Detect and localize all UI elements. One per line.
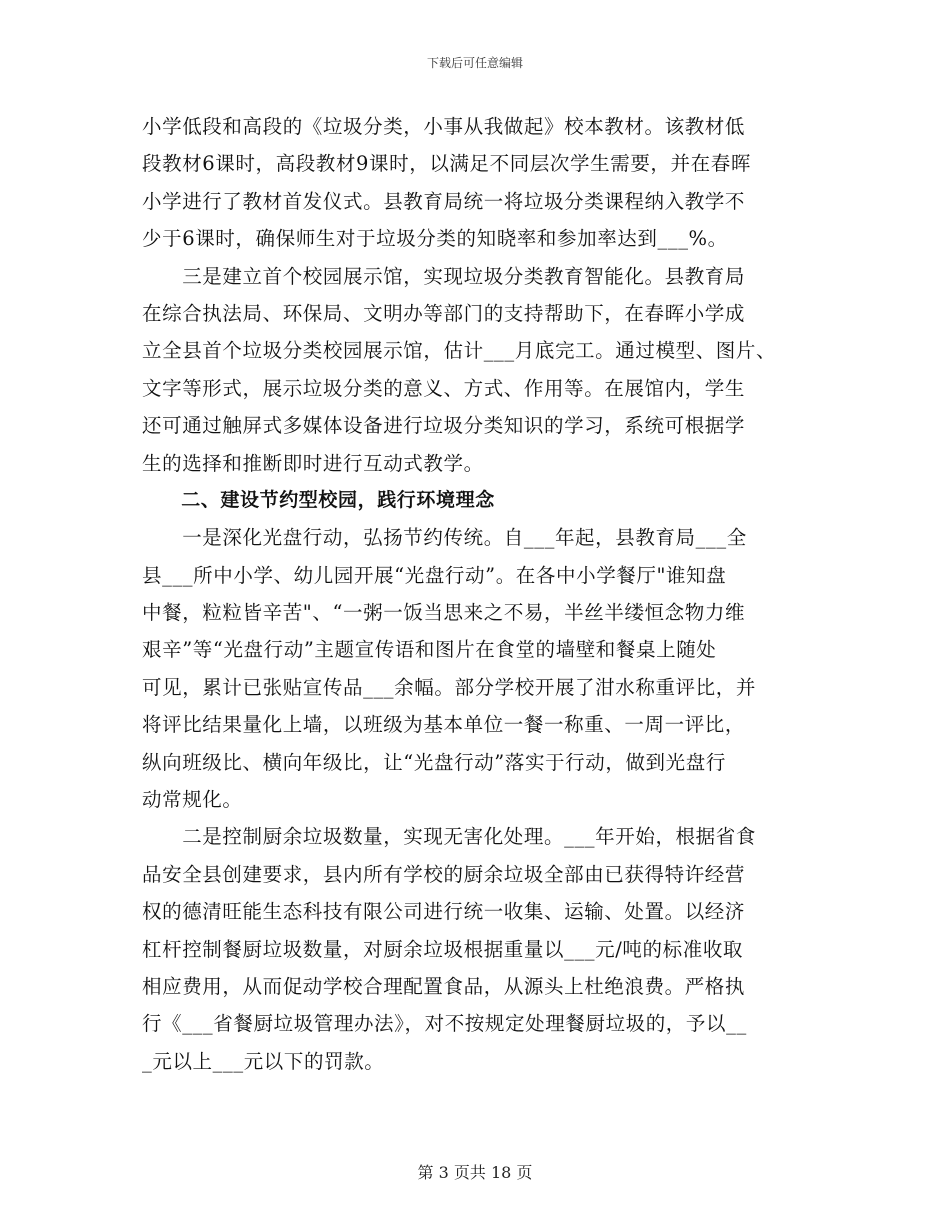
text-line: 一是深化光盘行动，弘扬节约传统。自___年起，县教育局___全 bbox=[142, 526, 747, 550]
text-line: 二是控制厨余垃圾数量，实现无害化处理。___年开始，根据省食 bbox=[142, 825, 756, 849]
text-line: 县___所中小学、幼儿园开展“光盘行动”。在各中小学餐厅"谁知盘 bbox=[142, 563, 727, 587]
text-line: 相应费用，从而促动学校合理配置食品，从源头上杜绝浪费。严格执 bbox=[142, 974, 746, 998]
text-line: 少于6课时，确保师生对于垃圾分类的知晓率和参加率达到___%。 bbox=[142, 227, 728, 251]
text-line: 行《___省餐厨垃圾管理办法》，对不按规定处理餐厨垃圾的，予以__ bbox=[142, 1012, 747, 1036]
text-line: 杠杆控制餐厨垃圾数量，对厨余垃圾根据重量以___元/吨的标准收取 bbox=[142, 937, 744, 961]
text-line: 可见，累计已张贴宣传品___余幅。部分学校开展了泔水称重评比，并 bbox=[142, 675, 756, 699]
text-line: 品安全县创建要求，县内所有学校的厨余垃圾全部由已获得特许经营 bbox=[142, 862, 746, 886]
text-line: _元以上___元以下的罚款。 bbox=[142, 1049, 385, 1073]
text-line: 三是建立首个校园展示馆，实现垃圾分类教育智能化。县教育局 bbox=[142, 264, 746, 288]
page-number: 第 3 页共 18 页 bbox=[417, 1163, 533, 1182]
text-line: 将评比结果量化上墙，以班级为基本单位一餐一称重、一周一评比， bbox=[142, 713, 746, 737]
text-line: 生的选择和推断即时进行互动式教学。 bbox=[142, 451, 484, 475]
text-line: 中餐，粒粒皆辛苦"、“一粥一饭当思来之不易，半丝半缕恒念物力维 bbox=[142, 601, 746, 625]
text-line: 动常规化。 bbox=[142, 788, 243, 812]
text-line: 立全县首个垃圾分类校园展示馆，估计___月底完工。通过模型、图片、 bbox=[142, 339, 777, 363]
text-line: 艰辛”等“光盘行动”主题宣传语和图片在食堂的墙壁和餐桌上随处 bbox=[142, 638, 717, 662]
text-line: 纵向班级比、横向年级比，让“光盘行动”落实于行动，做到光盘行 bbox=[142, 750, 726, 774]
document-body bbox=[142, 108, 822, 1080]
section-heading: 二、建设节约型校园，践行环境理念 bbox=[142, 488, 495, 511]
page-header-note: 下载后可任意编辑 bbox=[426, 56, 523, 70]
text-line: 小学低段和高段的《垃圾分类，小事从我做起》校本教材。该教材低 bbox=[142, 115, 746, 138]
text-line: 在综合执法局、环保局、文明办等部门的支持帮助下，在春晖小学成 bbox=[142, 301, 746, 325]
text-line: 小学进行了教材首发仪式。县教育局统一将垃圾分类课程纳入教学不 bbox=[142, 189, 746, 213]
text-line: 权的德清旺能生态科技有限公司进行统一收集、运输、处置。以经济 bbox=[142, 900, 746, 924]
text-line: 段教材6课时，高段教材9课时，以满足不同层次学生需要，并在春晖 bbox=[142, 152, 751, 176]
text-line: 还可通过触屏式多媒体设备进行垃圾分类知识的学习，系统可根据学 bbox=[142, 414, 746, 438]
text-line: 文字等形式，展示垃圾分类的意义、方式、作用等。在展馆内，学生 bbox=[142, 376, 746, 400]
